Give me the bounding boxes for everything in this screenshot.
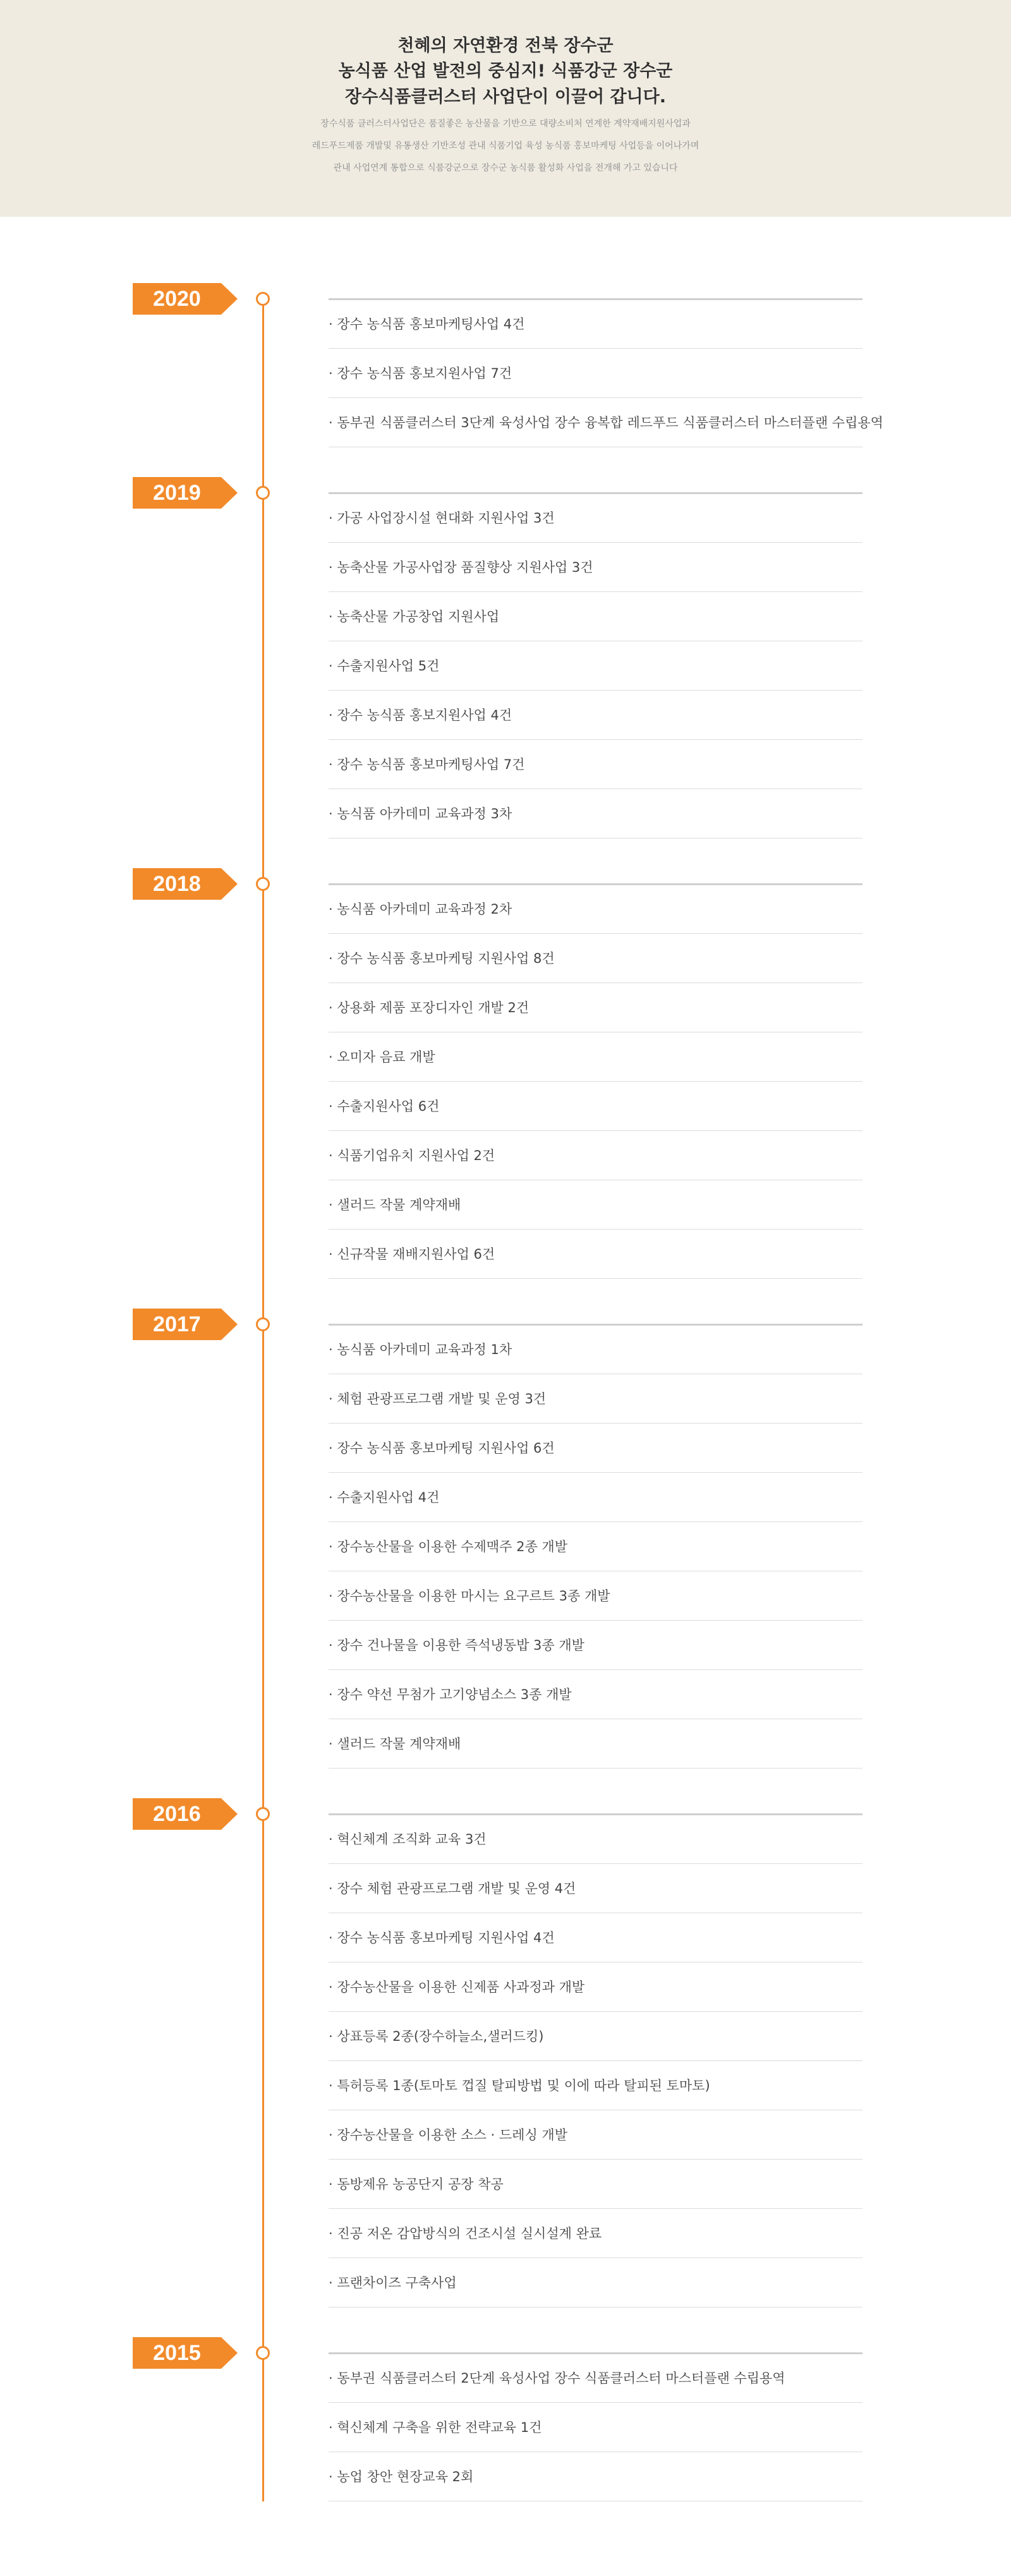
year-badge-2016 — [133, 1798, 239, 1830]
list-item: · 장수 농식품 홍보마케팅 지원사업 6건 — [329, 1424, 863, 1473]
year-arrow — [221, 2337, 238, 2369]
year-arrow — [221, 477, 238, 509]
list-item: · 동부권 식품클러스터 3단계 육성사업 장수 융복합 레드푸드 식품클러스터 마스터플랜 수립용역 — [329, 398, 863, 447]
intro-desc-line2: 레드푸드제품 개발및 유통생산 기반조성 관내 식품기업 육성 농식품 홍보마케팅 사업등을 이어나가며 — [312, 141, 699, 151]
timeline-axis — [262, 298, 264, 2501]
list-item: · 수출지원사업 5건 — [329, 641, 863, 691]
year-label: 2015 — [133, 2337, 221, 2369]
year-arrow — [221, 1309, 238, 1340]
list-item: · 프랜차이즈 구축사업 — [329, 2258, 863, 2307]
list-item: · 농업 창안 현장교육 2회 — [329, 2452, 863, 2501]
timeline-dot-2020 — [256, 292, 270, 306]
list-item: · 상용화 제품 포장디자인 개발 2건 — [329, 983, 863, 1032]
list-item: · 농축산물 가공창업 지원사업 — [329, 592, 863, 641]
intro-desc-line3: 관내 사업연계 통합으로 식품강군으로 장수군 농식품 활성화 사업을 전개해 가고 있습니다 — [333, 163, 678, 173]
list-item: · 신규작물 재배지원사업 6건 — [329, 1230, 863, 1279]
list-item: · 장수농산물을 이용한 수제맥주 2종 개발 — [329, 1522, 863, 1571]
list-item: · 샐러드 작물 계약재배 — [329, 1180, 863, 1230]
list-item: · 장수 농식품 홍보지원사업 7건 — [329, 349, 863, 398]
list-item: · 장수 약선 무첨가 고기양념소스 3종 개발 — [329, 1670, 863, 1719]
list-item: · 상표등록 2종(장수하늘소,샐러드킹) — [329, 2012, 863, 2061]
list-item: · 농식품 아카데미 교육과정 1차 — [329, 1325, 863, 1374]
year-badge-2018 — [133, 868, 239, 900]
list-item: · 가공 사업장시설 현대화 지원사업 3건 — [329, 493, 863, 543]
list-item: · 수출지원사업 4건 — [329, 1473, 863, 1522]
year-arrow — [221, 283, 238, 315]
list-item: · 장수 농식품 홍보마케팅사업 4건 — [329, 299, 863, 349]
year-label: 2018 — [133, 868, 221, 900]
list-item: · 동부권 식품클러스터 2단계 육성사업 장수 식품클러스터 마스터플랜 수립용역 — [329, 2354, 863, 2403]
list-item: · 장수 농식품 홍보마케팅사업 7건 — [329, 740, 863, 789]
list-item: · 장수 체험 관광프로그램 개발 및 운영 4건 — [329, 1864, 863, 1913]
list-item: · 장수농산물을 이용한 신제품 사과정과 개발 — [329, 1962, 863, 2012]
year-badge-2019 — [133, 477, 239, 509]
year-badge-2020 — [133, 283, 239, 315]
list-item: · 식품기업유치 지원사업 2건 — [329, 1131, 863, 1180]
timeline-dot-2018 — [256, 877, 270, 891]
timeline-dot-2016 — [256, 1807, 270, 1821]
intro-title-line2: 농식품 산업 발전의 중심지! 식품강군 장수군 — [338, 61, 673, 81]
year-label: 2020 — [133, 283, 221, 315]
list-item: · 샐러드 작물 계약재배 — [329, 1719, 863, 1769]
year-arrow — [221, 1798, 238, 1830]
year-label: 2016 — [133, 1798, 221, 1830]
list-item: · 특허등록 1종(토마토 껍질 탈피방법 및 이에 따라 탈피된 토마토) — [329, 2061, 863, 2110]
intro-title-line3: 장수식품클러스터 사업단이 이끌어 갑니다. — [345, 87, 666, 107]
list-item: · 장수 농식품 홍보마케팅 지원사업 8건 — [329, 934, 863, 983]
year-label: 2019 — [133, 477, 221, 509]
list-item: · 오미자 음료 개발 — [329, 1032, 863, 1082]
list-item: · 장수농산물을 이용한 마시는 요구르트 3종 개발 — [329, 1571, 863, 1621]
list-item: · 장수 농식품 홍보지원사업 4건 — [329, 691, 863, 740]
list-item: · 농식품 아카데미 교육과정 3차 — [329, 789, 863, 838]
list-item: · 농식품 아카데미 교육과정 2차 — [329, 885, 863, 934]
list-item: · 동방제유 농공단지 공장 착공 — [329, 2160, 863, 2209]
list-item: · 혁신체계 조직화 교육 3건 — [329, 1815, 863, 1864]
list-item: · 농축산물 가공사업장 품질향상 지원사업 3건 — [329, 543, 863, 592]
intro-banner — [0, 0, 1011, 217]
list-item: · 장수 농식품 홍보마케팅 지원사업 4건 — [329, 1913, 863, 1962]
list-item: · 장수 건나물을 이용한 즉석냉동밥 3종 개발 — [329, 1621, 863, 1670]
year-badge-2017 — [133, 1309, 239, 1340]
timeline-dot-2019 — [256, 486, 270, 500]
list-item: · 체험 관광프로그램 개발 및 운영 3건 — [329, 1374, 863, 1424]
year-arrow — [221, 868, 238, 900]
year-label: 2017 — [133, 1309, 221, 1340]
list-item: · 수출지원사업 6건 — [329, 1082, 863, 1131]
intro-desc-line1: 장수식품 클러스터사업단은 품질좋은 농산물을 기반으로 대량소비처 연계한 계약재배지원사업과 — [320, 119, 691, 129]
list-item: · 혁신체계 구축을 위한 전략교육 1건 — [329, 2403, 863, 2452]
year-badge-2015 — [133, 2337, 239, 2369]
timeline-dot-2017 — [256, 1317, 270, 1331]
timeline-dot-2015 — [256, 2346, 270, 2360]
list-item: · 장수농산물을 이용한 소스 · 드레싱 개발 — [329, 2110, 863, 2160]
list-item: · 진공 저온 감압방식의 건조시설 실시설계 완료 — [329, 2209, 863, 2258]
intro-title-line1: 천혜의 자연환경 전북 장수군 — [397, 36, 614, 56]
